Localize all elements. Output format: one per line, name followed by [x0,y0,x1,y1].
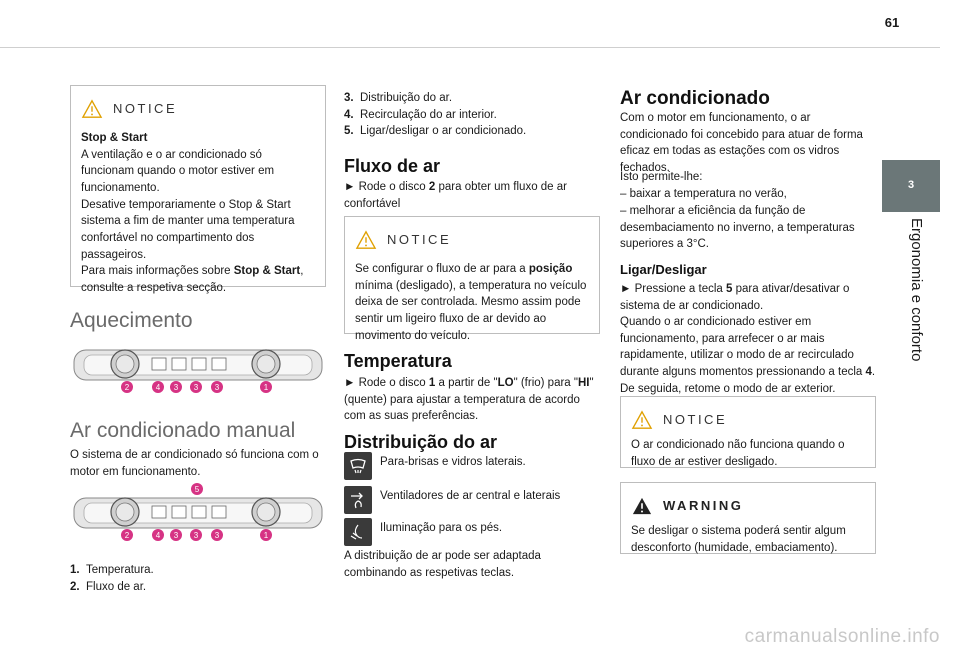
notice-label: NOTICE [663,411,728,427]
footwell-icon [344,518,372,546]
notice-line: Desative temporariamente o Stop & Start sistema a fim de manter uma temperatura confortável no compartimento dos passageiros. [81,198,295,261]
heading-on-off: Ligar/Desligar [620,262,707,277]
ac-bullet: – baixar a temperatura no verão, [620,188,787,200]
notice-box-airflow [344,216,600,342]
watermark-text: carmanualsonline.info [744,626,940,647]
windscreen-icon [344,452,372,480]
page-number: 61 [884,15,900,30]
notice-label: NOTICE [387,231,452,247]
heading-temperature: Temperatura [344,351,452,371]
callout-badge: 3 [214,531,220,540]
distribution-footer: A distribuição de ar pode ser adaptada combinando as respetivas teclas. [344,550,541,579]
manual-ac-text: O sistema de ar condicionado só funciona com o motor em funcionamento. [70,449,319,478]
notice-triangle-icon [355,230,377,250]
notice-title: Stop & Start [81,132,148,144]
heading-heating: Aquecimento [70,309,193,332]
header-rule [0,47,940,48]
distribution-row [344,452,600,480]
notice-text: Se configurar o fluxo de ar para a posição mínima (desligado), a temperatura no veículo deixa de ser controlada. Mesmo assim pode sentir um ligeiro fluxo de ar devido ao movimento do veículo. [355,263,587,342]
notice-box-ac [620,396,876,468]
list-item: 3. Distribuição do ar. [344,92,453,104]
list-item: 1. Temperatura. [70,564,154,576]
callout-badge: 3 [173,531,179,540]
callout-badge: 1 [263,531,269,540]
notice-triangle-icon [81,99,103,119]
distribution-row [344,518,600,546]
heading-manual-ac: Ar condicionado manual [70,419,296,442]
callout-badge: 4 [155,383,161,392]
list-item: 4. Recirculação do ar interior. [344,108,497,121]
ac-text-1: Com o motor em funcionamento, o ar condicionado foi concebido para atuar de forma eficaz em todas as estações com os vidros fechados. [620,112,863,175]
list-item: 5. Ligar/desligar o ar condicionado. [344,125,527,138]
control-panel-ac-illustration [70,482,326,544]
warning-text: Se desligar o sistema poderá sentir algum desconforto (humidade, embaciamento). [631,525,846,554]
heading-ac: Ar condicionado [620,88,770,109]
notice-text: O ar condicionado não funciona quando o fluxo de ar estiver desligado. [631,439,845,468]
callout-badge: 2 [124,383,130,392]
ac-text-2: Isto permite-lhe: [620,171,703,183]
face-vents-icon [344,486,372,514]
notice-text: Para mais informações sobre [81,265,234,278]
list-item: 2. Fluxo de ar. [70,580,147,593]
warning-box [620,482,876,554]
notice-line: A ventilação e o ar condicionado só funcionam quando o motor estiver em funcionamento. [81,148,275,195]
temperature-text: ► Rode o disco 1 a partir de "LO" (frio) para "HI" (quente) para ajustar a temperatura de acordo com as suas preferências. [344,377,594,423]
warning-label: WARNING [663,497,744,513]
callout-badge: 3 [214,383,220,392]
distribution-label: Iluminação para os pés. [380,522,503,534]
legend-list-1 [70,562,326,595]
distribution-row [344,486,600,514]
callout-badge: 3 [173,383,179,392]
warning-triangle-icon [631,496,653,516]
notice-text: , consulte a respetiva secção. [81,265,304,295]
chapter-title: Ergonomia e conforto [908,218,925,362]
callout-badge: 3 [193,383,199,392]
on-off-text-2: Quando o ar condicionado estiver em funcionamento, para arrefecer o ar mais rapidamente, utilizar o modo de ar recirculado durante alguns momentos pressionando a tecla 4. De seguida, retome o modo de ar exterior. [620,316,876,395]
notice-label: NOTICE [113,100,178,116]
callout-badge: 1 [263,383,269,392]
callout-badge: 2 [124,531,130,540]
heading-distribution: Distribuição do ar [344,432,498,452]
legend-list-2 [344,90,600,140]
callout-badge: 5 [194,485,200,494]
distribution-label: Ventiladores de ar central e laterais [380,490,561,502]
distribution-label: Para-brisas e vidros laterais. [380,456,526,468]
airflow-text: ► Rode o disco 2 para obter um fluxo de ar confortável [344,181,567,210]
notice-bold: Stop & Start [233,265,301,278]
ac-bullet: – melhorar a eficiência da função de desembaciamento no inverno, a temperaturas superiores a 3°C. [620,205,855,251]
on-off-text: ► Pressione a tecla 5 para ativar/desativar o sistema de ar condicionado. [620,283,850,312]
chapter-tab[interactable]: 3 [882,160,940,212]
notice-box-stop-start [70,85,326,295]
control-panel-heating-illustration [70,342,326,398]
heading-airflow: Fluxo de ar [344,156,441,176]
notice-triangle-icon [631,410,653,430]
callout-badge: 3 [193,531,199,540]
callout-badge: 4 [155,531,161,540]
